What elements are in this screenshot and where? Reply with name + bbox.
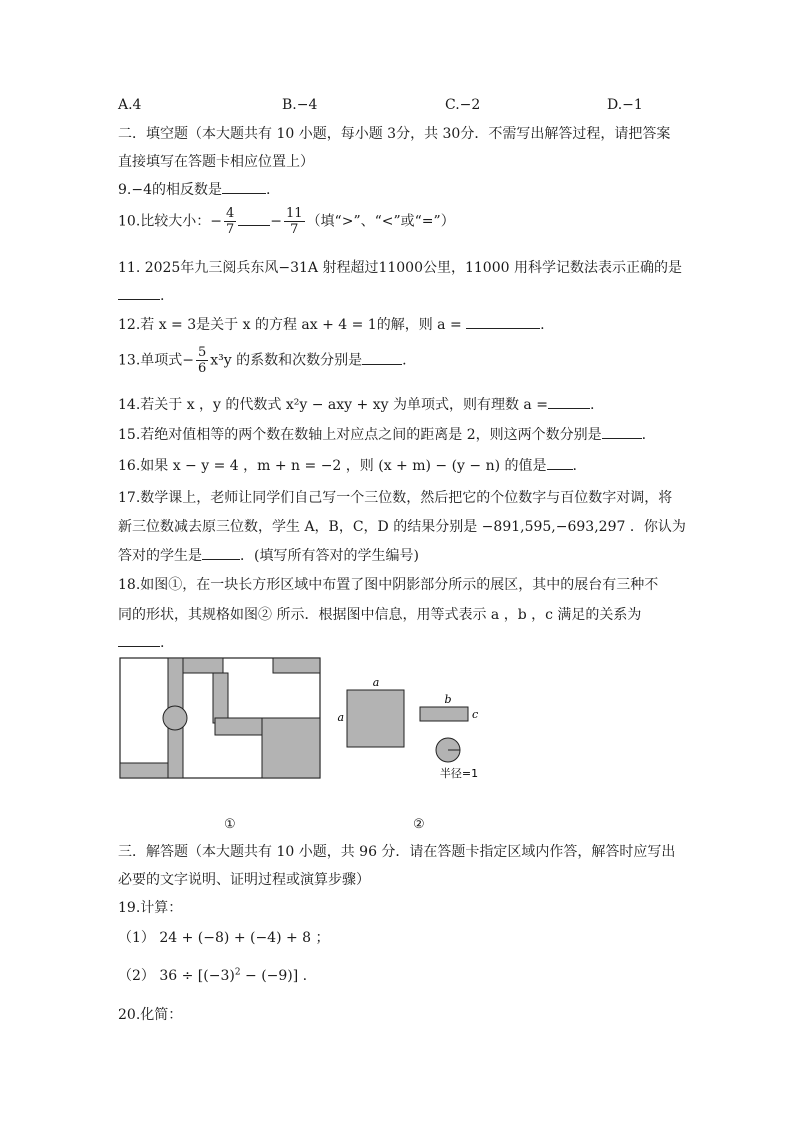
question-18-line1: 18.如图①，在一块长方形区域中布置了图中阴影部分所示的展区，其中的展台有三种不 bbox=[118, 577, 659, 593]
question-16: 16.如果 x − y = 4 ，m + n = −2 ，则 (x + m) − (y − n) 的值是 . bbox=[118, 455, 577, 475]
section2-heading-cont: 直接填写在答题卡相应位置上） bbox=[118, 154, 314, 170]
section3-heading: 三．解答题（本大题共有 10 小题，共 96 分．请在答题卡指定区域内作答，解答时应写出 bbox=[118, 844, 676, 860]
figure-1-caption: ① bbox=[224, 817, 236, 832]
question-12: 12.若 x = 3是关于 x 的方程 ax + 4 = 1的解，则 a = . bbox=[118, 314, 545, 334]
question-17-line1: 17.数学课上，老师让同学们自己写一个三位数，然后把它的个位数字与百位数字对调，将 bbox=[118, 490, 673, 506]
figure-1-layout bbox=[120, 658, 320, 778]
question-18-line3: . bbox=[118, 632, 164, 651]
section2-heading: 二．填空题（本大题共有 10 小题，每小题 3分，共 30分．不需写出解答过程，请把答案 bbox=[118, 126, 671, 142]
radius-label: 半径=1 bbox=[439, 767, 479, 780]
figure-2-caption: ② bbox=[413, 817, 425, 832]
question-20: 20.化简： bbox=[118, 1007, 183, 1023]
label-c: c bbox=[472, 708, 479, 721]
question-11: 11. 2025年九三阅兵东风−31A 射程超过11000公里，11000 用科学记数法表示正确的是 bbox=[118, 260, 682, 276]
question-13: 13.单项式− $\frac{5}{6}$ x³y 的系数和次数分别是 . bbox=[118, 345, 407, 376]
option-a: A.4 bbox=[118, 97, 142, 113]
question-9: 9.−4的相反数是 . bbox=[118, 179, 270, 199]
question-19-part1: （1） 24 + (−8) + (−4) + 8 ； bbox=[118, 930, 330, 946]
question-17-line3: 答对的学生是 ．(填写所有答对的学生编号) bbox=[118, 545, 419, 565]
option-c: C.−2 bbox=[445, 97, 481, 113]
question-11-cont: . bbox=[118, 285, 164, 304]
option-b: B.−4 bbox=[282, 97, 318, 113]
question-18-line2: 同的形状，其规格如图② 所示．根据图中信息，用等式表示 a ，b ，c 满足的关系为 bbox=[118, 607, 642, 623]
question-17-line2: 新三位数减去原三位数，学生 A，B，C，D 的结果分别是 −891,595,−693,297 ．你认为 bbox=[118, 519, 686, 535]
question-10: 10.比较大小：− $\frac{4}{7}$ − $\frac{11}{7}$ （填“>”、“<”或“=”） bbox=[118, 206, 455, 237]
section3-heading-cont: 必要的文字说明、证明过程或演算步骤） bbox=[118, 872, 370, 888]
question-15: 15.若绝对值相等的两个数在数轴上对应点之间的距离是 2，则这两个数分别是 . bbox=[118, 424, 646, 444]
question-19: 19.计算： bbox=[118, 900, 183, 916]
figure-2-specs bbox=[337, 676, 478, 780]
question-19-part2: （2） $36 \div [(-3)^2 - (-9)]$ . bbox=[118, 967, 308, 984]
label-a-side: a bbox=[337, 711, 344, 724]
question-14: 14.若关于 x ，y 的代数式 x²y − axy + xy 为单项式，则有理数 a = . bbox=[118, 394, 594, 414]
exhibition-figure bbox=[118, 656, 498, 801]
label-a-top: a bbox=[372, 676, 380, 689]
label-b: b bbox=[444, 693, 452, 706]
option-d: D.−1 bbox=[607, 97, 643, 113]
